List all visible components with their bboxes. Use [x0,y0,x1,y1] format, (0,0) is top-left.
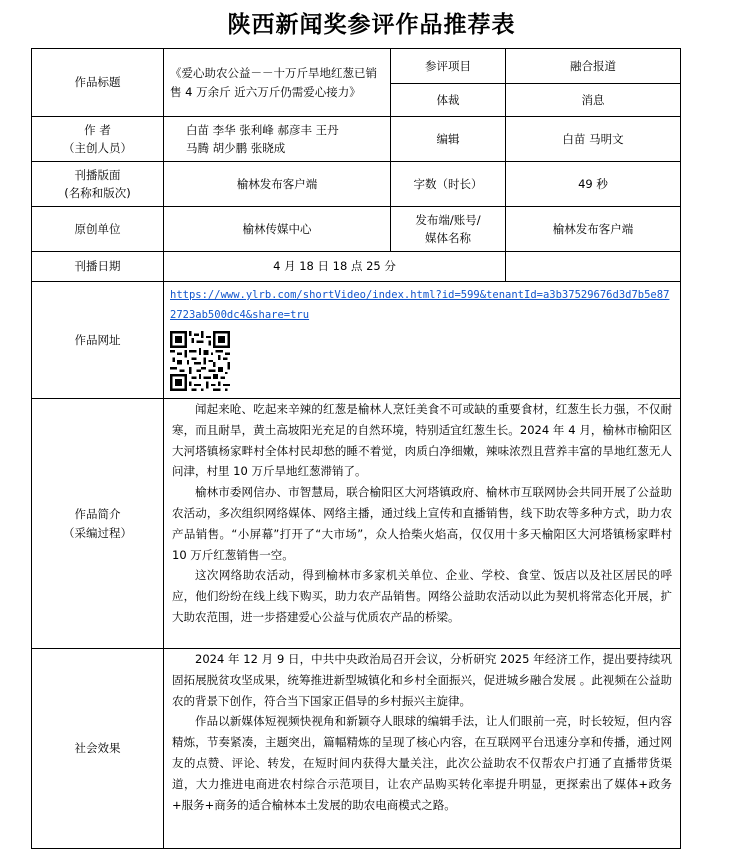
genre-label: 体裁 [391,84,506,117]
effect-paragraph-1: 2024 年 12 月 9 日，中共中央政治局召开会议，分析研究 2025 年经济工作，提出要持续巩固拓展脱贫攻坚成果，统筹推进新型城镇化和乡村全面振兴，促进城乡融合发展 。此视频在公益助农的背景下创作，符合当下国家正倡导的乡村振兴主旋律。 [172,652,672,708]
editor-value: 白苗 马明文 [506,117,681,162]
intro-label-line1: 作品简介 [74,507,121,521]
word-count-value: 49 秒 [506,162,681,207]
authors-line2: 马腾 胡少鹏 张晓成 [186,141,286,155]
intro-paragraph-2: 榆林市委网信办、市智慧局，联合榆阳区大河塔镇政府、榆林市互联网协会共同开展了公益助农活动，多次组织网络媒体、网络主播，通过线上宣传和直播销售，线下助农等多种方式，助力农产品销售。“小屏幕”打开了“大市场”，众人拾柴火焰高，仅仅用十多天榆阳区大河塔镇杨家畔村 10 万斤红葱销售一空。 [172,485,672,562]
platform-label-line2: 媒体名称 [425,231,471,245]
intro-text-cell [164,399,681,649]
platform-label-line1: 发布端/账号/ [415,212,481,227]
editor-label: 编辑 [391,117,506,162]
publish-label-line2: (名称和版次) [64,186,131,200]
effect-text-cell [164,649,681,849]
intro-paragraph-3: 这次网络助农活动，得到榆林市多家机关单位、企业、学校、食堂、饭店以及社区居民的呼应，他们纷纷在线上线下购买，助力农产品销售。网络公益助农活动以此为契机将常态化开展，扩大助农范围，进一步搭建爱心公益与优质农产品的桥梁。 [172,568,672,624]
intro-paragraph-1: 闻起来呛、吃起来辛辣的红葱是榆林人烹饪美食不可或缺的重要食材，红葱生长力强，不仅耐寒，而且耐旱，黄土高坡阳光充足的自然环境，特别适宜红葱生长。2024 年 4 月，榆林市榆阳区大河塔镇杨家畔村全体村民却愁的睡不着觉，肉质白净细嫩，辣味浓烈且营养丰富的旱地红葱无人问津，村里 10 万斤旱地红葱滞销了。 [172,402,672,479]
genre-value: 消息 [506,84,681,117]
effect-paragraph-2: 作品以新媒体短视频快视角和新颖夺人眼球的编辑手法，让人们眼前一亮，时长较短，但内容精炼，节奏紧凑，主题突出，篇幅精炼的呈现了核心内容，在互联网平台迅速分享和传播，通过网友的点赞、评论、转发，在短时间内获得大量关注，此次公益助农不仅帮农户打通了直播带货渠道，大力推进电商进农村综合示范项目，让农产品购买转化率提升明显，更探索出了媒体+政务+服务+商务的适合榆林本土发展的助农电商模式之路。 [172,714,672,812]
recommendation-form-table [31,48,681,849]
intro-label [32,399,164,649]
author-label [32,117,164,162]
intro-label-line2: （采编过程） [63,525,132,540]
qr-code-icon [170,331,230,391]
url-label: 作品网址 [32,282,164,399]
authors-line1: 白苗 李华 张利峰 郝彦丰 王丹 [186,122,339,137]
date-value: 4 月 18 日 18 点 25 分 [164,252,506,282]
publish-label-line1: 刊播版面 [74,167,121,182]
platform-value: 榆林发布客户端 [506,207,681,252]
publish-section-label [32,162,164,207]
origin-value: 榆林传媒中心 [164,207,391,252]
work-title-label: 作品标题 [32,49,164,117]
platform-label [391,207,506,252]
publish-section-value: 榆林发布客户端 [164,162,391,207]
date-empty-cell [506,252,681,282]
work-title-value: 《爱心助农公益－－十万斤旱地红葱已销售 4 万余斤 近六万斤仍需爱心接力》 [164,49,391,117]
date-label: 刊播日期 [32,252,164,282]
author-label-line2: （主创人员） [63,141,132,155]
work-url-link[interactable]: https://www.ylrb.com/shortVideo/index.html?id=599&tenantId=a3b37529676d3d7b5e872723ab500dc4&share=tru [170,289,670,321]
category-label: 参评项目 [391,49,506,84]
word-count-label: 字数（时长） [391,162,506,207]
origin-label: 原创单位 [32,207,164,252]
document-title: 陕西新闻奖参评作品推荐表 [227,11,516,38]
url-cell [164,282,681,399]
author-label-line1: 作 者 [84,122,111,137]
effect-label: 社会效果 [32,649,164,849]
authors-value [164,117,391,162]
category-value: 融合报道 [506,49,681,84]
